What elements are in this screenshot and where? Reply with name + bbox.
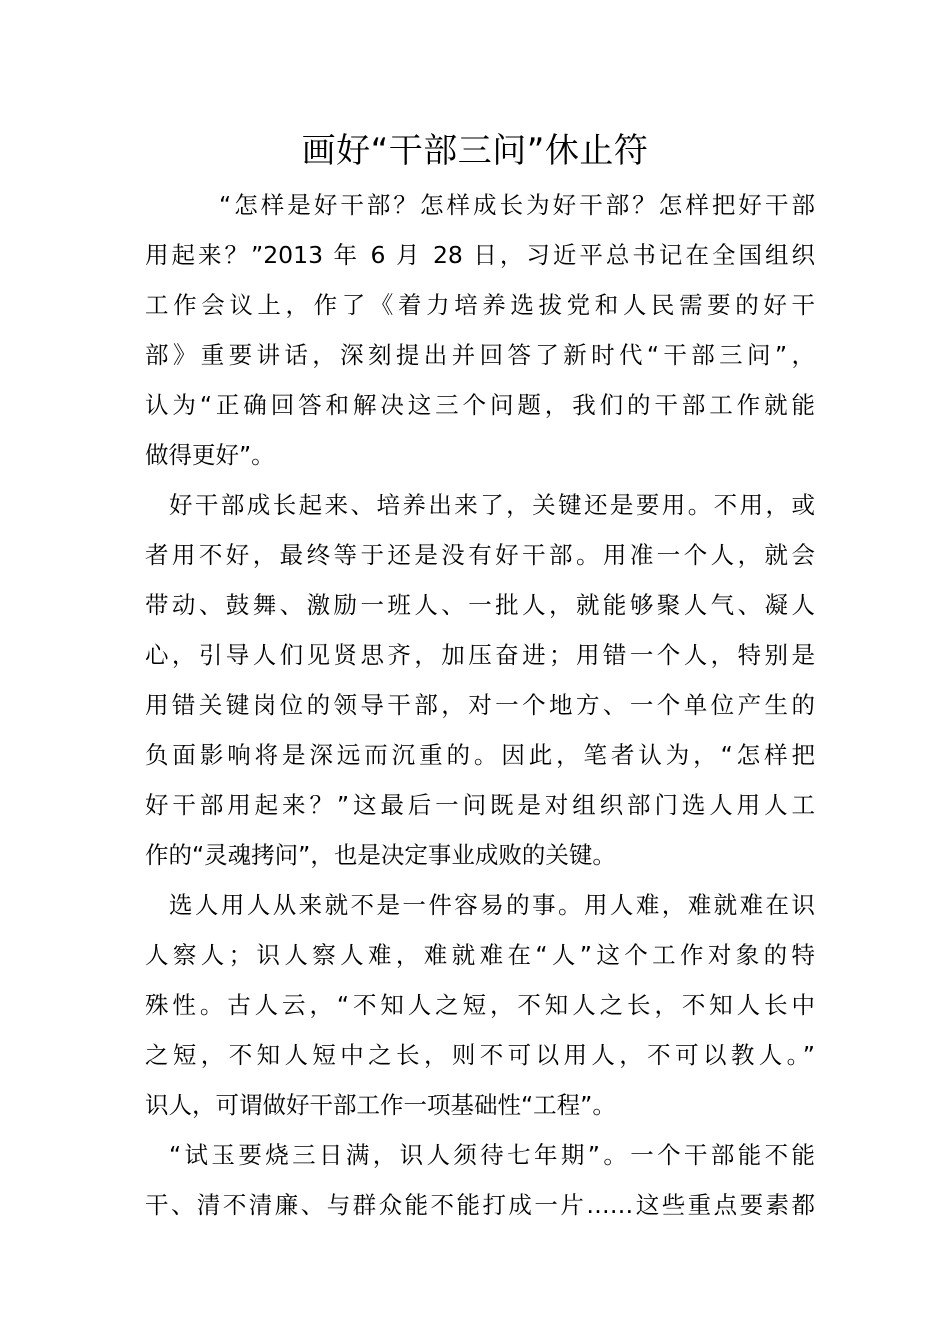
- text-line: 用错关键岗位的领导干部，对一个地方、一个单位产生的: [145, 691, 815, 719]
- text-line: 部》重要讲话，深刻提出并回答了新时代“干部三问”，: [145, 341, 815, 369]
- paragraph: [145, 480, 815, 880]
- text-line: 做得更好”。: [145, 441, 275, 469]
- text-line: 好干部成长起来、培养出来了，关键还是要用。不用，或: [169, 491, 815, 519]
- text-line: 认为“正确回答和解决这三个问题，我们的干部工作就能: [145, 391, 815, 419]
- text-line: “怎样是好干部？怎样成长为好干部？怎样把好干部: [219, 191, 815, 219]
- text-line: 人察人；识人察人难，难就难在“人”这个工作对象的特: [145, 941, 815, 969]
- text-line: “试玉要烧三日满，识人须待七年期”。一个干部能不能: [169, 1141, 815, 1169]
- text-line: 选人用人从来就不是一件容易的事。用人难，难就难在识: [169, 891, 815, 919]
- text-line: 好干部用起来？”这最后一问既是对组织部门选人用人工: [145, 791, 815, 819]
- text-line: 作的“灵魂拷问”，也是决定事业成败的关键。: [145, 841, 616, 869]
- text-line: 之短，不知人短中之长，则不可以用人，不可以教人。”: [145, 1041, 815, 1069]
- paragraph: [145, 180, 815, 480]
- text-line: 干、清不清廉、与群众能不能打成一片……这些重点要素都: [145, 1191, 815, 1219]
- paragraph: [145, 1130, 815, 1230]
- document-title: 画好“干部三问”休止符: [301, 131, 649, 171]
- text-line: 识人，可谓做好干部工作一项基础性“工程”。: [145, 1091, 616, 1119]
- text-line: 用起来？”2013 年 6 月 28 日，习近平总书记在全国组织: [145, 241, 815, 269]
- text-line: 工作会议上，作了《着力培养选拔党和人民需要的好干: [145, 291, 815, 319]
- text-line: 带动、鼓舞、激励一班人、一批人，就能够聚人气、凝人: [145, 591, 815, 619]
- text-line: 者用不好，最终等于还是没有好干部。用准一个人，就会: [145, 541, 815, 569]
- text-line: 负面影响将是深远而沉重的。因此，笔者认为，“怎样把: [145, 741, 815, 769]
- text-line: 殊性。古人云，“不知人之短，不知人之长，不知人长中: [145, 991, 815, 1019]
- paragraph: [145, 880, 815, 1130]
- document-body: [145, 180, 815, 1230]
- text-line: 心，引导人们见贤思齐，加压奋进；用错一个人，特别是: [145, 641, 815, 669]
